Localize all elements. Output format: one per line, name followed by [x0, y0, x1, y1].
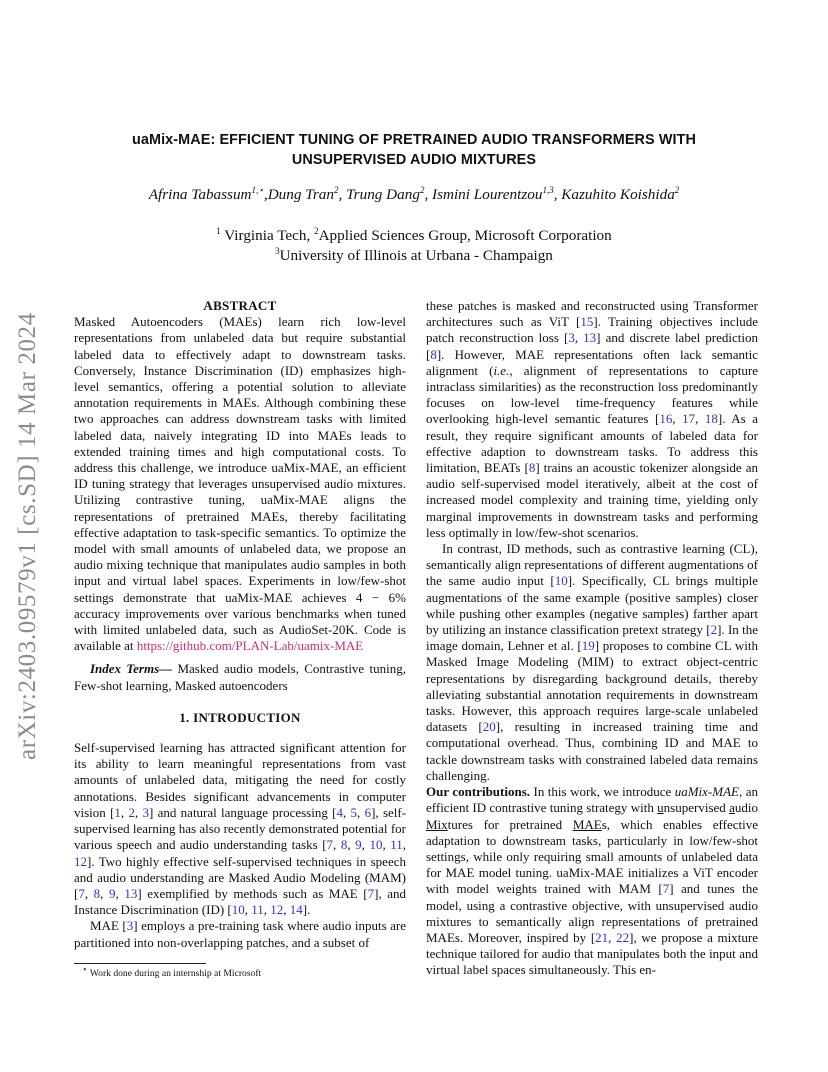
author-2: ,Dung Tran — [263, 186, 334, 203]
intro-paragraph-1: Self-supervised learning has attracted significant attention for its ability to learn meaningful representations from vast amounts of unlabeled data, mitigating the need for costly annotations. Besides significant advancements in computer vision [1, 2, 3] and natural language processing [4, 5, 6], self-supervised learning has also recently demonstrated potential for various speech and audio understanding tasks [7, 8, 9, 10, 11, 12]. Two highly effective self-supervised techniques in speech and audio understanding are Masked Audio Modeling (MAM) [7, 8, 9, 13] exemplified by methods such as MAE [7], and Instance Discrimination (ID) [10, 11, 12, 14]. — [74, 740, 407, 918]
author-3: , Trung Dang — [338, 186, 420, 203]
footnote-rule — [74, 963, 206, 964]
right-paragraph-1: these patches is masked and reconstructed using Transformer architectures such as ViT [15]. Training objectives include patch reconstruction loss [3, 13] and discrete label prediction [8]. However, MAE representations often lack semantic alignment (i.e., alignment of representations to capture intraclass similarities) as the reconstruction loss predominantly focuses on low-level time-frequency features while overlooking high-level semantic features [16, 17, 18]. As a result, they require significant amounts of labeled data for effective adaption to downstream tasks. To address this limitation, BEATs [8] trains an acoustic tokenizer alongside an audio self-supervised model iteratively, albeit at the cost of increased model complexity and training time, yielding only marginal improvements in downstream tasks and performing less optimally in low/few-shot scenarios. — [426, 298, 759, 540]
index-terms: Index Terms— Masked audio models, Contrastive tuning, Few-shot learning, Masked autoencoders — [74, 661, 406, 693]
author-4: , Ismini Lourentzou — [424, 186, 543, 203]
affiliations — [60, 226, 768, 266]
paper-title — [60, 130, 768, 170]
title-line-1: uaMix-MAE: EFFICIENT TUNING OF PRETRAINED AUDIO TRANSFORMERS WITH — [132, 132, 696, 148]
abstract-heading: ABSTRACT — [203, 298, 277, 313]
affiliation-line-1: $^1$ Virginia Tech, $^2$Applied Sciences Group, Microsoft Corporation — [216, 225, 612, 244]
contributions-paragraph: Our contributions. In this work, we introduce uaMix-MAE, an efficient ID contrastive tuning strategy with unsupervised audio Mixtures for pretrained MAEs, which enables effective adaptation to downstream tasks, particularly in low/few-shot settings, while only requiring small amounts of unlabeled data for MAE model tuning. uaMix-MAE initializes a ViT encoder with model weights trained with MAM [7] and tunes the model, using a contrastive objective, with unsupervised audio mixtures to semantically align representations of pretrained MAEs. Moreover, inspired by [21, 22], we propose a mixture technique tailored for audio that manipulates both the input and virtual label spaces simultaneously. This en- — [426, 784, 759, 978]
title-line-2: UNSUPERVISED AUDIO MIXTURES — [291, 152, 537, 168]
intro-paragraph-2: MAE [3] employs a pre-training task where audio inputs are partitioned into non-overlapping patches, and a subset of — [74, 918, 407, 950]
right-column — [426, 298, 758, 979]
footnote: ⋆ Work done during an internship at Microsoft — [74, 963, 406, 979]
code-link[interactable]: https://github.com/PLAN-Lab/uamix-MAE — [136, 638, 364, 654]
right-paragraph-2: In contrast, ID methods, such as contrastive learning (CL), semantically align representations of different augmentations of the same audio input [10]. Specifically, CL brings multiple augmentations of the same example (positive samples) closer while pushing other examples (negative samples) farther apart by utilizing an instance classification pretext strategy [2]. In the image domain, Lehner et al. [19] proposes to combine CL with Masked Image Modeling (MIM) to extract object-centric representations by disregarding background details, thereby alleviating substantial annotation requirements in downstream tasks. However, this approach requires large-scale unlabeled datasets [20], resulting in increased training time and computational overhead. Thus, combining ID and MAE to tackle downstream tasks with constrained labeled data remains challenging. — [426, 541, 759, 783]
abstract-text: Masked Autoencoders (MAEs) learn rich low-level representations from unlabeled data but require substantial labeled data to effectively adapt to downstream tasks. Conversely, Instance Discrimination (ID) emphasizes high-level semantics, offering a potential solution to alleviate annotation requirements in MAEs. Although combining these two approaches can address downstream tasks with limited labeled data, naively integrating ID into MAEs leads to extended training times and high computational costs. To address this challenge, we introduce uaMix-MAE, an efficient ID tuning strategy that leverages unsupervised audio mixtures. Utilizing contrastive tuning, uaMix-MAE aligns the representations of pretrained MAEs, thereby facilitating effective adaptation to task-specific semantics. To optimize the model with small amounts of unlabeled data, we propose an audio mixing technique that manipulates audio samples in both input and virtual label spaces. Experiments in low/few-shot settings demonstrate that uaMix-MAE achieves 4 − 6% accuracy improvements over various benchmarks when tuned with limited unlabeled data, such as AudioSet-20K. Code is available at https://github.com/PLAN-Lab/uamix-MAE — [74, 314, 406, 654]
author-1: Afrina Tabassum — [148, 186, 252, 203]
author-5: , Kazuhito Koishida — [553, 186, 675, 203]
arxiv-watermark: arXiv:2403.09579v1 [cs.SD] 14 Mar 2024 — [14, 312, 41, 760]
affiliation-line-2: $^3$University of Illinois at Urbana - Champaign — [275, 245, 553, 264]
intro-heading: 1. INTRODUCTION — [179, 709, 301, 725]
author-list: Afrina Tabassum$^{1,⋆}$,Dung Tran$^2$, Trung Dang$^2$, Ismini Lourentzou$^{1,3}$, Kazuhito Koishida$^2$ — [148, 184, 680, 203]
left-column — [74, 298, 406, 951]
